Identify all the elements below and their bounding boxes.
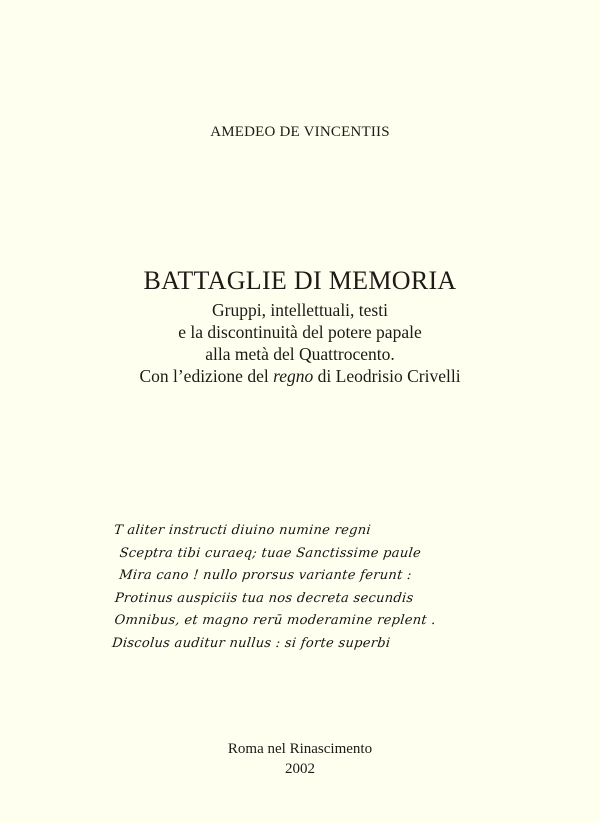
subtitle-line-2: e la discontinuità del potere papale [178, 322, 422, 342]
manuscript-line: Mira cano ! nullo prorsus variante ferunt : [118, 568, 413, 583]
subtitle-line-3: alla metà del Quattrocento. [205, 344, 395, 364]
author-name: AMEDEO DE VINCENTIIS [210, 124, 390, 140]
manuscript-line: Protinus auspiciis tua nos decreta secundis [114, 590, 415, 606]
manuscript-verse [97, 520, 491, 655]
manuscript-line: Discolus auditur nullus : si forte superbi [111, 635, 392, 651]
publisher-info [0, 739, 600, 779]
manuscript-line: T aliter instructi diuino numine regni [113, 523, 372, 538]
publisher-series: Roma nel Rinascimento [227, 741, 373, 757]
manuscript-line: Sceptra tibi curaeq; tuae Sanctissime paule [118, 545, 422, 561]
book-title: BATTAGLIE DI MEMORIA [143, 266, 457, 295]
subtitle-line-1: Gruppi, intellettuali, testi [212, 300, 388, 320]
subtitle-line-4-italic: regno [273, 366, 314, 386]
subtitle-line-4-prefix: Con l’edizione del [139, 366, 274, 386]
subtitle-line-4-suffix: di Leodrisio Crivelli [313, 366, 461, 386]
book-subtitle [0, 299, 600, 387]
manuscript-line: Omnibus, et magno rerū moderamine replent . [113, 613, 437, 628]
publication-year: 2002 [285, 761, 315, 777]
subtitle-line-4 [0, 365, 600, 387]
